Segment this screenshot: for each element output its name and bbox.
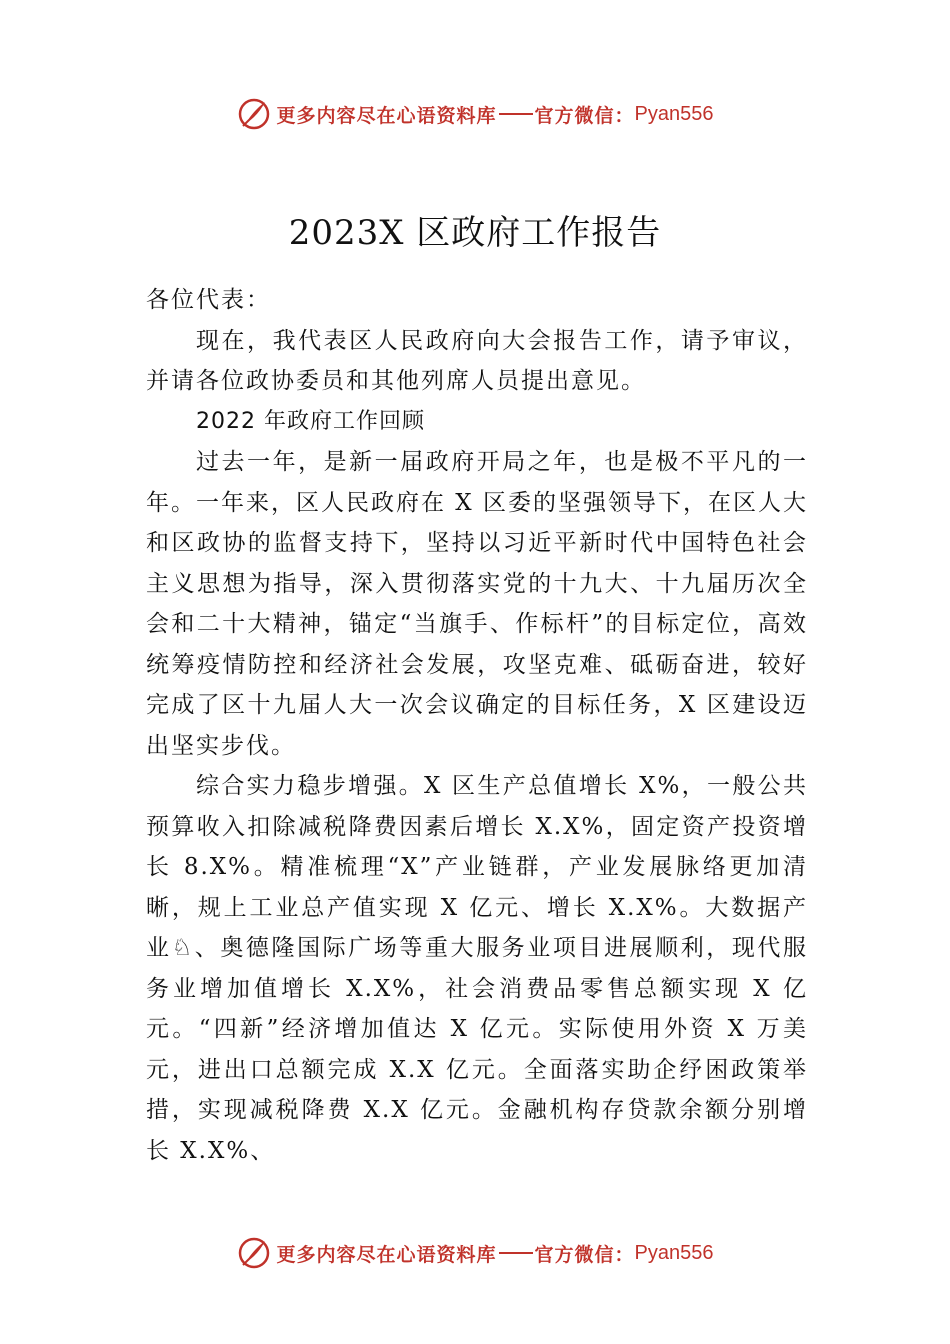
section-heading: 2022 年政府工作回顾 <box>196 408 425 434</box>
watermark-dash <box>499 113 533 115</box>
quill-pen-logo-icon <box>237 97 271 131</box>
watermark-banner-bottom <box>0 1233 950 1273</box>
watermark-suffix: 官方微信： <box>534 1243 635 1266</box>
opening-paragraph: 现在，我代表区人民政府向大会报告工作，请予审议，并请各位政协委员和其他列席人员提出意见。 <box>146 327 808 394</box>
economy-paragraph: 综合实力稳步增强。X 区生产总值增长 X%，一般公共预算收入扣除减税降费因素后增长 X.X%，固定资产投资增长 8.X%。精准梳理“X”产业链群，产业发展脉络更加清晰，规上工业总产值实现 X 亿元、增长 X.X%。大数据产业♘、奥德隆国际广场等重大服务业项目进展顺利，现代服务业增加值增长 X.X%，社会消费品零售总额实现 X 亿元。“四新”经济增加值达 X 亿元。实际使用外资 X 万美元，进出口总额完成 X.X 亿元。全面落实助企纾困政策举措，实现减税降费 X.X 亿元。金融机构存贷款余额分别增长 X.X%、 <box>146 773 808 1164</box>
watermark-text: 更多内容尽在心语资料库 <box>276 1243 497 1266</box>
watermark-dash <box>499 1252 533 1254</box>
watermark-text: 更多内容尽在心语资料库 <box>276 104 497 127</box>
review-paragraph: 过去一年，是新一届政府开局之年，也是极不平凡的一年。一年来，区人民政府在 X 区委的坚强领导下，在区人大和区政协的监督支持下，坚持以习近平新时代中国特色社会主义思想为指导，深入贯彻落实党的十九大、十九届历次全会和二十大精神，锚定“当旗手、作标杆”的目标定位，高效统筹疫情防控和经济社会发展，攻坚克难、砥砺奋进，较好完成了区十九届人大一次会议确定的目标任务，X 区建设迈出坚实步伐。 <box>146 449 808 759</box>
salutation: 各位代表： <box>146 287 271 313</box>
document-title: 2023X 区政府工作报告 <box>288 212 662 253</box>
quill-pen-logo-icon <box>237 1236 271 1270</box>
document-body <box>146 280 808 1171</box>
watermark-suffix: 官方微信： <box>534 104 635 127</box>
watermark-account: Pyan556 <box>634 1241 714 1264</box>
watermark-banner-top <box>0 94 950 134</box>
watermark-account: Pyan556 <box>634 102 714 125</box>
